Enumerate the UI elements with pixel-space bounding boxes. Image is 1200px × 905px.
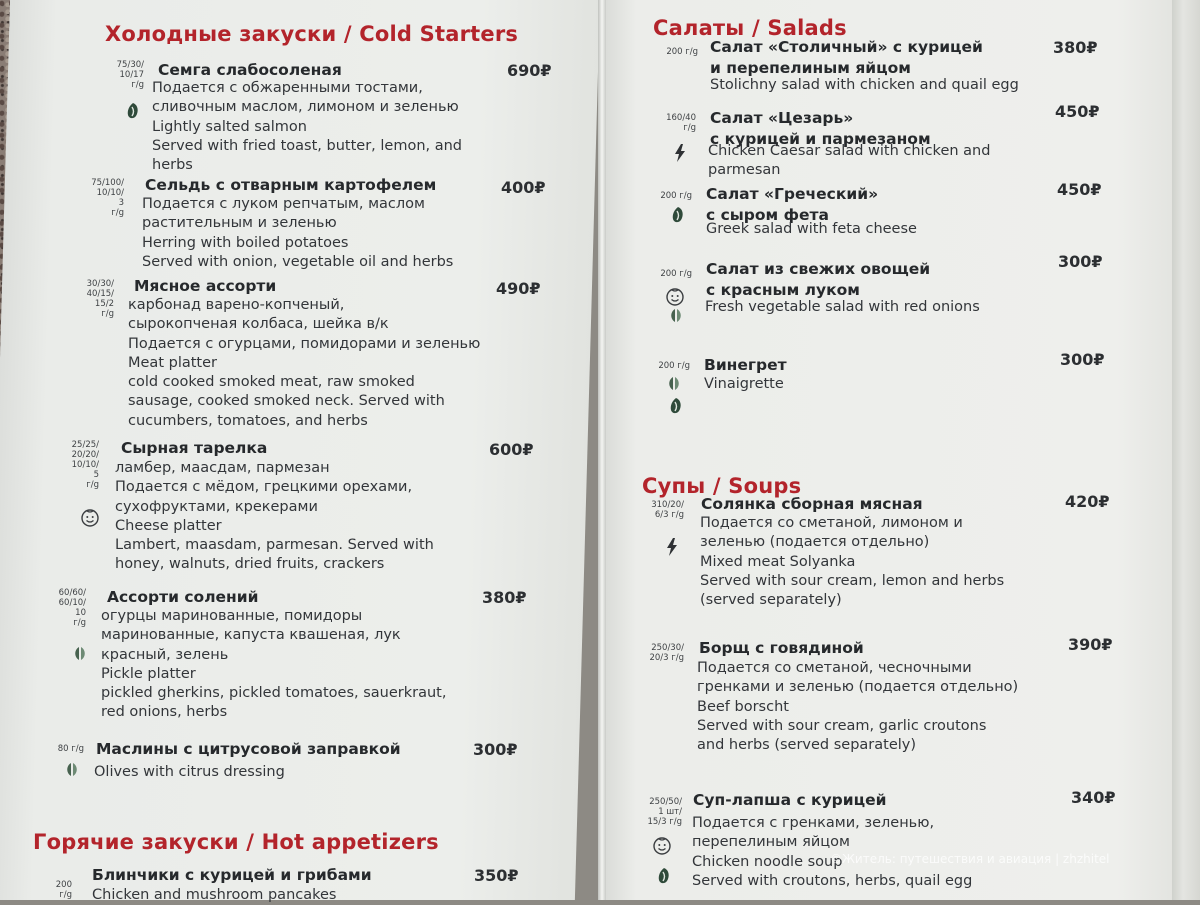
vegan-icon: [666, 306, 686, 326]
dish-price: 340₽: [1071, 788, 1116, 807]
dish-price: 380₽: [1053, 38, 1098, 57]
dish-weight: 30/30/ 40/15/ 15/2 г/g: [86, 279, 114, 319]
dish-name: Салат из свежих овощей с красным луком: [706, 260, 931, 299]
hot-appetizers-section-title: Горячие закуски / Hot appetizers: [33, 830, 439, 854]
dish-name: Сырная тарелка: [121, 439, 268, 457]
dish-weight: 200 г/g: [658, 361, 690, 371]
dish-weight: 200 г/g: [666, 47, 698, 57]
dish-description: Greek salad with feta cheese: [706, 221, 917, 237]
dish-weight: 160/40 г/g: [666, 113, 696, 133]
dish-name: Маслины с цитрусовой заправкой: [96, 740, 401, 758]
menu-next-page-edge: [1172, 0, 1200, 900]
cold-starters-section-title: Холодные закуски / Cold Starters: [105, 22, 519, 46]
dish-weight: 200 г/g: [660, 269, 692, 279]
vegetarian-icon: [654, 866, 674, 886]
dish-weight: 200 г/g: [660, 191, 692, 201]
dish-weight: 75/30/ 10/17 г/g: [116, 60, 144, 90]
dish-price: 390₽: [1068, 635, 1113, 654]
dish-weight: 60/60/ 60/10/ 10 г/g: [58, 588, 86, 628]
dish-name: Салат «Столичный» с курицей и перепелиным яйцом: [710, 38, 983, 77]
dish-name: Суп-лапша с курицей: [693, 791, 887, 809]
dish-name: Борщ с говядиной: [699, 639, 864, 657]
dish-price: 400₽: [501, 178, 546, 197]
dish-description: Chicken and mushroom pancakes: [92, 887, 337, 903]
vegetarian-icon: [668, 205, 688, 225]
kids-icon: [665, 287, 685, 307]
dish-weight: 200 г/g: [55, 880, 72, 900]
dish-description: Stolichny salad with chicken and quail egg: [710, 77, 1019, 93]
dish-description: Vinaigrette: [704, 376, 784, 392]
dish-description: Подается с гренками, зеленью, перепелиным яйцом Chicken noodle soup Served with croutons, herbs, quail egg: [692, 815, 973, 889]
dish-weight: 80 г/g: [57, 744, 84, 754]
dish-weight: 310/20/ 6/3 г/g: [651, 500, 684, 520]
dish-description: огурцы маринованные, помидоры маринованные, капуста квашеная, лук красный, зелень Pickle platter pickled gherkins, pickled tomatoes, sauerkraut, red onions, herbs: [101, 608, 447, 721]
kids-icon: [80, 508, 100, 528]
dish-name: Салат «Цезарь» с курицей и пармезаном: [710, 109, 931, 148]
dish-weight: 75/100/ 10/10/ 3 г/g: [91, 178, 124, 218]
dish-name: Солянка сборная мясная: [701, 495, 923, 513]
dish-weight: 25/25/ 20/20/ 10/10/ 5 г/g: [71, 440, 99, 490]
watermark: ©Житель: путешествия и авиация | zhzhitel: [830, 852, 1110, 866]
dish-name: Блинчики с курицей и грибами: [92, 866, 372, 884]
dish-name: Винегрет: [704, 356, 787, 374]
dish-description: Fresh vegetable salad with red onions: [705, 299, 980, 315]
vegetarian-icon: [123, 101, 143, 121]
dish-price: 600₽: [489, 440, 534, 459]
dish-price: 300₽: [473, 740, 518, 759]
spicy-icon: [670, 143, 690, 163]
dish-description: Chicken Caesar salad with chicken and parmesan: [708, 143, 991, 179]
vegan-icon: [62, 760, 82, 780]
dish-weight: 250/50/ 1 шт/ 15/3 г/g: [647, 797, 682, 827]
soups-section-title: Супы / Soups: [642, 474, 802, 498]
kids-icon: [652, 836, 672, 856]
dish-description: карбонад варено-копченый, сырокопченая колбаса, шейка в/к Подается с огурцами, помидорами и зеленью Meat platter cold cooked smoked meat, raw smoked sausage, cooked smoked neck. Served with cucumbers, tomatoes, and herbs: [128, 297, 481, 429]
dish-price: 300₽: [1058, 252, 1103, 271]
dish-name: Мясное ассорти: [134, 277, 277, 295]
vegan-icon: [664, 374, 684, 394]
dish-description: Подается с луком репчатым, маслом растительным и зеленью Herring with boiled potatoes Served with onion, vegetable oil and herbs: [142, 196, 454, 270]
dish-price: 300₽: [1060, 350, 1105, 369]
menu-fold: [598, 0, 606, 900]
dish-name: Сельдь с отварным картофелем: [145, 176, 437, 194]
vegan-icon: [70, 644, 90, 664]
dish-description: ламбер, маасдам, пармезан Подается с мёдом, грецкими орехами, сухофруктами, крекерами Cheese platter Lambert, maasdam, parmesan. Served with honey, walnuts, dried fruits, crackers: [115, 460, 434, 573]
dish-price: 450₽: [1055, 102, 1100, 121]
dish-name: Ассорти солений: [107, 588, 259, 606]
dish-description: Подается с обжаренными тостами, сливочным маслом, лимоном и зеленью Lightly salted salmon Served with fried toast, butter, lemon, and herbs: [152, 80, 463, 174]
spicy-icon: [662, 537, 682, 557]
dish-price: 450₽: [1057, 180, 1102, 199]
dish-price: 380₽: [482, 588, 527, 607]
vegetarian-icon: [666, 396, 686, 416]
dish-description: Olives with citrus dressing: [94, 764, 285, 780]
dish-weight: 250/30/ 20/3 г/g: [649, 643, 684, 663]
dish-price: 420₽: [1065, 492, 1110, 511]
dish-description: Подается со сметаной, лимоном и зеленью (подается отдельно) Mixed meat Solyanka Served with sour cream, lemon and herbs (served separately): [700, 515, 1005, 609]
dish-name: Салат «Греческий» с сыром фета: [706, 185, 879, 224]
dish-price: 690₽: [507, 61, 552, 80]
dish-description: Подается со сметаной, чесночными гренками и зеленью (подается отдельно) Beef borscht Served with sour cream, garlic croutons and herbs (served separately): [697, 660, 1019, 754]
dish-name: Семга слабосоленая: [158, 61, 342, 79]
dish-price: 490₽: [496, 279, 541, 298]
salads-section-title: Салаты / Salads: [653, 16, 847, 40]
dish-price: 350₽: [474, 866, 519, 885]
